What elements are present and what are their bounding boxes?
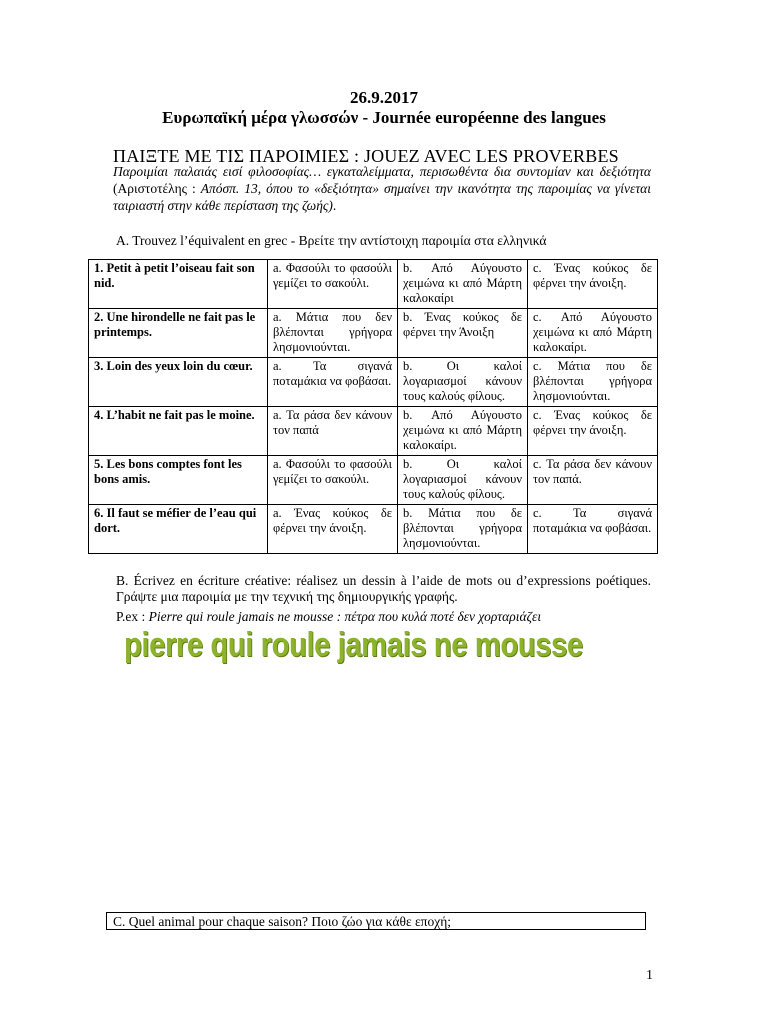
section-b-instruction: B. Écrivez en écriture créative: réalisez un dessin à l’aide de mots ou d’expressions poétiques. Γράψτε μια παροιμία με την τεχνική της δημιουργικής γραφής.	[116, 573, 651, 604]
table-row	[89, 260, 658, 309]
option-a: a. Φασούλι το φασούλι γεμίζει το σακούλι.	[268, 260, 398, 309]
option-c: c. Ένας κούκος δε φέρνει την άνοιξη.	[528, 407, 658, 456]
date-title: 26.9.2017	[350, 88, 418, 107]
option-c: c. Τα σιγανά ποταμάκια να φοβάσαι.	[528, 505, 658, 554]
french-proverb: 1. Petit à petit l’oiseau fait son nid.	[89, 260, 268, 309]
french-proverb: 5. Les bons comptes font les bons amis.	[89, 456, 268, 505]
option-c: c. Ένας κούκος δε φέρνει την άνοιξη.	[528, 260, 658, 309]
table-row	[89, 358, 658, 407]
table-row	[89, 456, 658, 505]
french-proverb: 6. Il faut se méfier de l’eau qui dort.	[89, 505, 268, 554]
page-number: 1	[646, 968, 653, 983]
page-heading: ΠΑΙΞΤΕ ΜΕ ΤΙΣ ΠΑΡΟΙΜΙΕΣ : JOUEZ AVEC LES PROVERBES	[113, 146, 619, 166]
example-line	[116, 609, 541, 625]
section-a-instruction: A. Trouvez l’équivalent en grec - Βρείτε την αντίστοιχη παροιμία στα ελληνικά	[116, 233, 547, 248]
option-b: b. Ένας κούκος δε φέρνει την Άνοιξη	[398, 309, 528, 358]
intro-paragraph	[113, 163, 651, 214]
option-b: b. Οι καλοί λογαριασμοί κάνουν τους καλούς φίλους.	[398, 456, 528, 505]
french-proverb: 3. Loin des yeux loin du cœur.	[89, 358, 268, 407]
option-c: c. Από Αύγουστο χειμώνα κι από Μάρτη καλοκαίρι.	[528, 309, 658, 358]
french-proverb: 4. L’habit ne fait pas le moine.	[89, 407, 268, 456]
french-proverb: 2. Une hirondelle ne fait pas le printemps.	[89, 309, 268, 358]
option-b: b. Από Αύγουστο χειμώνα κι από Μάρτη καλοκαίρι	[398, 260, 528, 309]
table-row	[89, 407, 658, 456]
example-prefix: P.ex :	[116, 609, 149, 624]
wordart-proverb: pierre qui roule jamais ne mousse	[124, 626, 583, 664]
intro-quote: Παροιμίαι παλαιάς εισί φιλοσοφίας… εγκαταλείμματα, περισωθέντα δια συντομίαν και δεξιότητα	[113, 164, 651, 179]
intro-end: .	[332, 198, 337, 213]
option-c: c. Τα ράσα δεν κάνουν τον παπά.	[528, 456, 658, 505]
option-a: a. Φασούλι το φασούλι γεμίζει το σακούλι.	[268, 456, 398, 505]
option-b: b. Από Αύγουστο χειμώνα κι από Μάρτη καλοκαίρι.	[398, 407, 528, 456]
option-a: a. Ένας κούκος δε φέρνει την άνοιξη.	[268, 505, 398, 554]
document-subtitle: Ευρωπαϊκή μέρα γλωσσών - Journée européenne des langues	[162, 108, 606, 127]
option-c: c. Μάτια που δε βλέπονται γρήγορα λησμονιούνται.	[528, 358, 658, 407]
example-text: Pierre qui roule jamais ne mousse : πέτρα που κυλά ποτέ δεν χορταριάζει	[148, 609, 542, 624]
option-a: a. Τα σιγανά ποταμάκια να φοβάσαι.	[268, 358, 398, 407]
section-c-box: C. Quel animal pour chaque saison? Ποιο ζώο για κάθε εποχή;	[106, 912, 646, 930]
option-b: b. Μάτια που δε βλέπονται γρήγορα λησμονιούνται.	[398, 505, 528, 554]
intro-explanation: Απόσπ. 13, όπου το «δεξιότητα» σημαίνει την ικανότητα της παροιμίας να γίνεται ταιριαστή στην κάθε περίσταση της ζωής)	[113, 181, 651, 213]
table-row	[89, 309, 658, 358]
table-row	[89, 505, 658, 554]
intro-author: (Αριστοτέλης :	[113, 181, 201, 196]
proverbs-table	[88, 259, 658, 554]
option-a: a. Τα ράσα δεν κάνουν τον παπά	[268, 407, 398, 456]
option-b: b. Οι καλοί λογαριασμοί κάνουν τους καλούς φίλους.	[398, 358, 528, 407]
option-a: a. Μάτια που δεν βλέπονται γρήγορα λησμονιούνται.	[268, 309, 398, 358]
